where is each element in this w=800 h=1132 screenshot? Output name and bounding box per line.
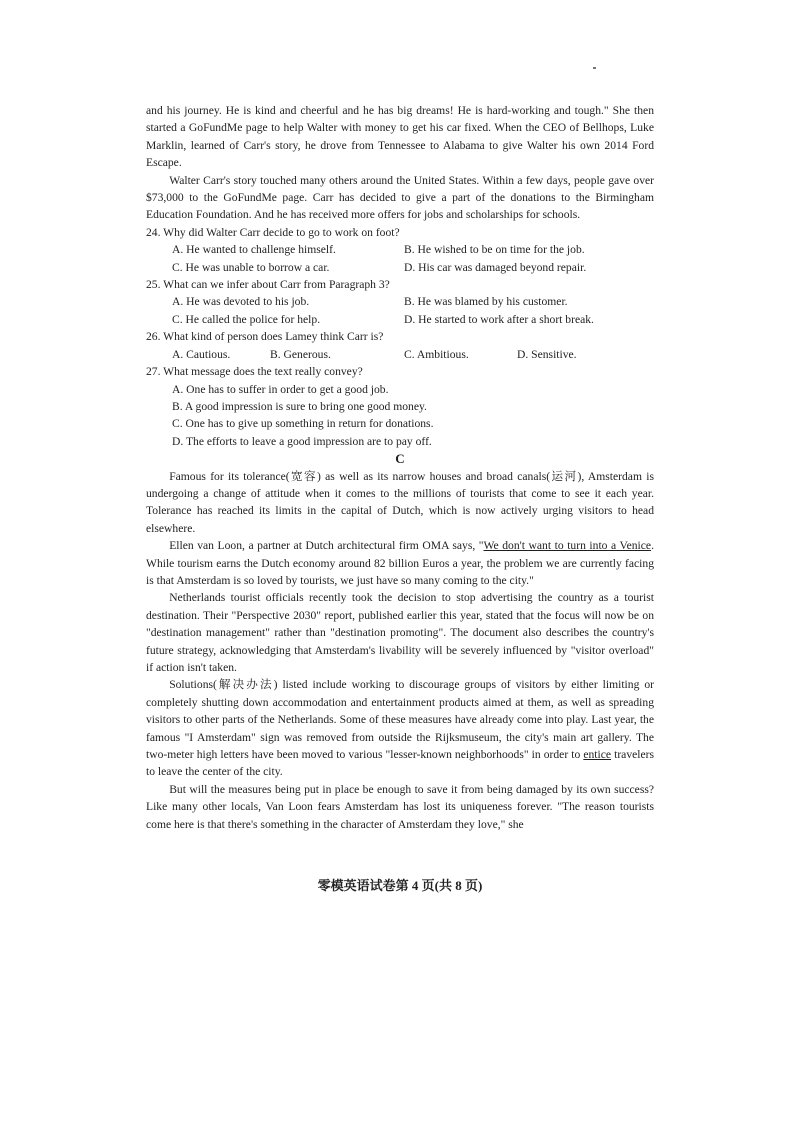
page-footer: 零模英语试卷第 4 页(共 8 页) xyxy=(317,878,483,893)
option-c[interactable]: C. He was unable to borrow a car. xyxy=(172,260,330,274)
option-d[interactable]: D. The efforts to leave a good impression are to pay off. xyxy=(172,434,432,448)
options xyxy=(146,346,654,363)
question-stem: 26. What kind of person does Lamey think Carr is? xyxy=(146,330,384,344)
option-a[interactable]: A. One has to suffer in order to get a good job. xyxy=(172,382,389,396)
option-d[interactable]: D. He started to work after a short break. xyxy=(404,312,594,326)
passage-paragraph: and his journey. He is kind and cheerful and he has big dreams! He is hard-working and tough." She then started a GoFundMe page to help Walter with money to get his car fixed. When the CEO of Bellhops, Luke Marklin, learned of Carr's story, he drove from Tennessee to Alabama to give Walter his own 2014 Ford Escape. xyxy=(146,104,654,170)
option-c[interactable]: C. One has to give up something in return for donations. xyxy=(172,417,434,431)
option-a[interactable]: A. Cautious. xyxy=(172,347,231,361)
passage-paragraph: But will the measures being put in place be enough to save it from being damaged by its own success? Like many other locals, Van Loon fears Amsterdam has lost its uniqueness forever. "The reason tourists come here is that there's something in the character of Amsterdam they love," she xyxy=(146,782,654,831)
passage-paragraph xyxy=(146,537,654,589)
underlined-word: entice xyxy=(583,748,612,762)
option-a[interactable]: A. He wanted to challenge himself. xyxy=(172,243,336,257)
question-stem: 25. What can we infer about Carr from Paragraph 3? xyxy=(146,278,390,292)
page-content xyxy=(146,102,654,833)
passage-paragraph: Famous for its tolerance(宽容) as well as its narrow houses and broad canals(运河), Amsterdam is undergoing a change of attitude when it comes to the millions of tourists that come to see it each year. Tolerance has reached its limits in the capital of Dutch, which is now actively urging visitors to head elsewhere. xyxy=(146,469,654,535)
passage-paragraph: Walter Carr's story touched many others around the United States. Within a few days, people gave over $73,000 to the GoFundMe page. Carr has decided to give a part of the donations to the Birmingham Education Foundation. And he has received more offers for jobs and scholarships for schools. xyxy=(146,173,654,222)
option-b[interactable]: B. He was blamed by his customer. xyxy=(404,295,568,309)
option-b[interactable]: B. He wished to be on time for the job. xyxy=(404,243,585,257)
passage-paragraph: Netherlands tourist officials recently took the decision to stop advertising the country as a tourist destination. Their "Perspective 2030" report, published earlier this year, stated that the focus will now be on "destination management" rather than "destination promoting". The document also describes the country's future strategy, acknowledging that Amsterdam's livability will be severely influenced by "visitor overload" if action isn't taken. xyxy=(146,591,654,674)
option-d[interactable]: D. Sensitive. xyxy=(517,347,577,361)
paragraph-text: Solutions(解决办法) listed include working to discourage groups of visitors by either limiting or completely shutting down accommodation and entertainment products aimed at them, as well as spreading visitors to other parts of the Netherlands. Some of these measures have already come into play. Last year, the famous "I Amsterdam" sign was removed from outside the Rijksmuseum, the city's main art gallery. The two-meter high letters have been moved to various "lesser-known neighborhoods" in order to xyxy=(146,678,654,762)
question-27 xyxy=(146,363,654,450)
question-26 xyxy=(146,328,654,363)
options xyxy=(146,381,654,451)
section-heading: C xyxy=(395,451,405,467)
option-a[interactable]: A. He was devoted to his job. xyxy=(172,295,310,309)
option-b[interactable]: B. A good impression is sure to bring one good money. xyxy=(172,399,427,413)
paragraph-text: . While tourism earns the Dutch economy around 82 billion Euros a year, the problem we are currently facing is that Amsterdam is so loved by tourists, we just have so many coming to the city." xyxy=(146,539,654,587)
question-25 xyxy=(146,276,654,328)
option-d[interactable]: D. His car was damaged beyond repair. xyxy=(404,260,587,274)
question-24 xyxy=(146,224,654,276)
paragraph-text: travelers to leave the center of the city. xyxy=(146,748,655,779)
option-c[interactable]: C. Ambitious. xyxy=(404,347,469,361)
options xyxy=(146,293,654,328)
question-stem: 24. Why did Walter Carr decide to go to work on foot? xyxy=(146,225,400,239)
underlined-quote: We don't want to turn into a Venice xyxy=(483,539,652,553)
question-stem: 27. What message does the text really convey? xyxy=(146,365,363,379)
paragraph-text: Ellen van Loon, a partner at Dutch architectural firm OMA says, " xyxy=(169,539,484,553)
scan-speck xyxy=(593,67,596,69)
option-c[interactable]: C. He called the police for help. xyxy=(172,312,321,326)
option-b[interactable]: B. Generous. xyxy=(270,347,331,361)
passage-paragraph xyxy=(146,676,654,780)
options xyxy=(146,241,654,276)
